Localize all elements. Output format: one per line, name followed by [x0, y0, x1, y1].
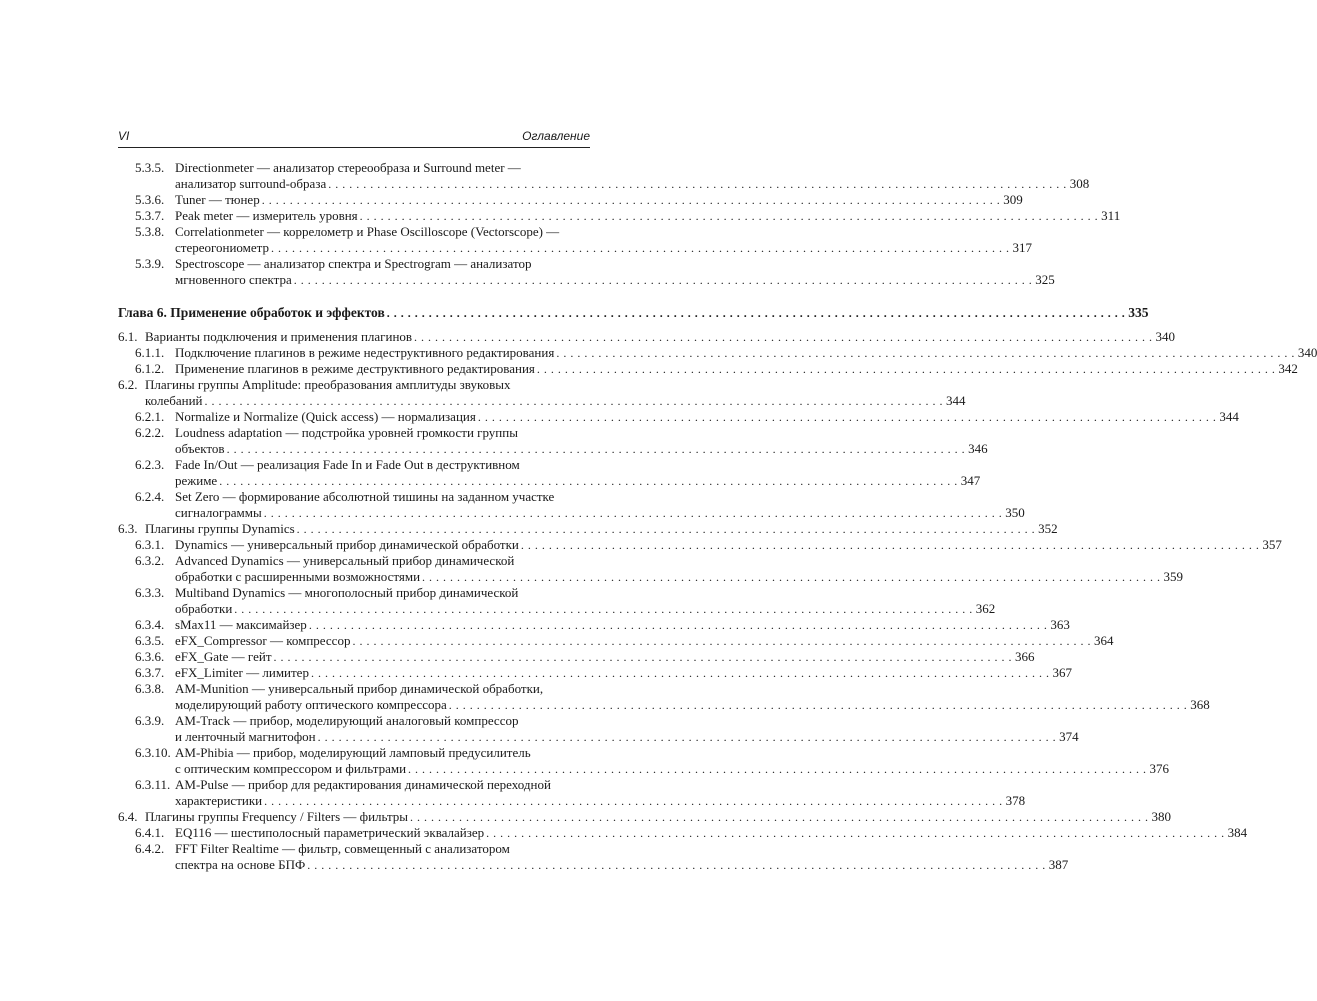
toc-page-number: 367	[1052, 665, 1072, 680]
toc-entry-number: 6.3.1.	[135, 537, 165, 552]
toc-page-number: 359	[1163, 569, 1184, 584]
toc-entry-title: Fade In/Out — реализация Fade In и Fade Out в деструктивном	[175, 457, 520, 472]
toc-entry-title: Варианты подключения и применения плагинов	[145, 329, 413, 344]
toc-entry-title: sMax11 — максимайзер	[175, 617, 307, 632]
toc-entry-title: Spectroscope — анализатор спектра и Spectrogram — анализатор	[175, 256, 532, 271]
toc-entry[interactable]	[118, 160, 1090, 192]
running-title: Оглавление	[522, 129, 590, 143]
toc-entry-number: 6.2.4.	[135, 489, 165, 504]
dot-leader: . . . . . . . . . . . . . . . . . . . . . . . . . . . . . . . . . . . . . . . . . . . . . . . . . . . . . . . . . . . . . . . . . . . . . . . . . . . . . . . . . . . . . . . . . . . . . . . . . . . . . . . . . .	[204, 394, 943, 408]
toc-page-number: 352	[1038, 521, 1058, 536]
dot-leader: . . . . . . . . . . . . . . . . . . . . . . . . . . . . . . . . . . . . . . . . . . . . . . . . . . . . . . . . . . . . . . . . . . . . . . . . . . . . . . . . . . . . . . . . . . . . . . . . . . . . . . . . . .	[414, 330, 1153, 344]
toc-entry-title: спектра на основе БПФ	[175, 857, 306, 872]
toc-entry-number: 6.3.11.	[135, 777, 171, 792]
toc-entry-title: Dynamics — универсальный прибор динамической обработки	[175, 537, 519, 552]
toc-entry-title: AM-Munition — универсальный прибор динамической обработки,	[175, 681, 544, 696]
toc-page-number: 357	[1262, 537, 1282, 552]
toc-entry-title: Directionmeter — анализатор стереообраза и Surround meter —	[175, 160, 521, 175]
toc-entry-number: 5.3.7.	[135, 208, 165, 223]
table-of-contents	[118, 160, 1317, 873]
toc-entry[interactable]	[118, 329, 1176, 345]
page-number-roman: VI	[118, 129, 130, 143]
dot-leader: . . . . . . . . . . . . . . . . . . . . . . . . . . . . . . . . . . . . . . . . . . . . . . . . . . . . . . . . . . . . . . . . . . . . . . . . . . . . . . . . . . . . . . . . . . . . . . . . . . . . . . . . . .	[234, 602, 973, 616]
toc-entry-title: Плагины группы Dynamics	[145, 521, 295, 536]
dot-leader: . . . . . . . . . . . . . . . . . . . . . . . . . . . . . . . . . . . . . . . . . . . . . . . . . . . . . . . . . . . . . . . . . . . . . . . . . . . . . . . . . . . . . . . . . . . . . . . . . . . . . . . . . .	[296, 522, 1036, 536]
toc-page-number: 309	[1003, 192, 1023, 207]
toc-entry[interactable]	[118, 345, 1317, 361]
toc-entry-title: Tuner — тюнер	[175, 192, 260, 207]
toc-entry-number: 6.1.1.	[135, 345, 165, 360]
toc-entry-number: 5.3.5.	[135, 160, 165, 175]
toc-entry-number: 6.2.2.	[135, 425, 165, 440]
toc-entry[interactable]	[118, 409, 1239, 425]
toc-entry-title: объектов	[175, 441, 225, 456]
dot-leader: . . . . . . . . . . . . . . . . . . . . . . . . . . . . . . . . . . . . . . . . . . . . . . . . . . . . . . . . . . . . . . . . . . . . . . . . . . . . . . . . . . . . . . . . . . . . . . . . . . . . . . . . . .	[317, 730, 1057, 744]
toc-entry-number: 6.2.3.	[135, 457, 165, 472]
toc-entry-title: Normalize и Normalize (Quick access) — нормализация	[175, 409, 476, 424]
dot-leader: . . . . . . . . . . . . . . . . . . . . . . . . . . . . . . . . . . . . . . . . . . . . . . . . . . . . . . . . . . . . . . . . . . . . . . . . . . . . . . . . . . . . . . . . . . . . . . . . . . . . . . . . . .	[556, 346, 1295, 360]
toc-entry[interactable]	[118, 681, 1210, 713]
toc-entry[interactable]	[118, 208, 1121, 224]
toc-page-number: 387	[1048, 857, 1069, 872]
toc-entry-title: с оптическим компрессором и фильтрами	[175, 761, 407, 776]
toc-entry-title: Peak meter — измеритель уровня	[175, 208, 358, 223]
toc-entry-title: Плагины группы Amplitude: преобразования амплитуды звуковых	[145, 377, 511, 392]
toc-entry-number: 6.3.6.	[135, 649, 165, 664]
toc-entry-title: колебаний	[145, 393, 203, 408]
toc-entry-title: режиме	[175, 473, 218, 488]
toc-entry-title: eFX_Limiter — лимитер	[175, 665, 309, 680]
toc-page-number: 344	[946, 393, 966, 408]
toc-entry-title: стереогониометр	[175, 240, 270, 255]
dot-leader: . . . . . . . . . . . . . . . . . . . . . . . . . . . . . . . . . . . . . . . . . . . . . . . . . . . . . . . . . . . . . . . . . . . . . . . . . . . . . . . . . . . . . . . . . . . . . . . . . . . . . . . . . .	[226, 442, 966, 456]
toc-entry-number: 6.2.1.	[135, 409, 165, 424]
toc-page-number: 346	[968, 441, 988, 456]
toc-entry-title: AM-Phibia — прибор, моделирующий ламповый предусилитель	[175, 745, 531, 760]
toc-entry-title: Multiband Dynamics — многополосный прибор динамической	[175, 585, 519, 600]
toc-entry-title: Подключение плагинов в режиме недеструктивного редактирования	[175, 345, 555, 360]
toc-entry-number: 5.3.9.	[135, 256, 165, 271]
toc-entry[interactable]	[118, 649, 1035, 665]
dot-leader: . . . . . . . . . . . . . . . . . . . . . . . . . . . . . . . . . . . . . . . . . . . . . . . . . . . . . . . . . . . . . . . . . . . . . . . . . . . . . . . . . . . . . . . . . . . . . . . . . . . . . . . . . .	[477, 410, 1217, 424]
toc-page-number: 380	[1151, 809, 1172, 824]
toc-entry-number: 6.4.	[118, 809, 138, 824]
dot-leader: . . . . . . . . . . . . . . . . . . . . . . . . . . . . . . . . . . . . . . . . . . . . . . . . . . . . . . . . . . . . . . . . . . . . . . . . . . . . . . . . . . . . . . . . . . . . . . . . . . . . . . . . . .	[486, 826, 1225, 840]
toc-entry-number: 6.1.2.	[135, 361, 165, 376]
dot-leader: . . . . . . . . . . . . . . . . . . . . . . . . . . . . . . . . . . . . . . . . . . . . . . . . . . . . . . . . . . . . . . . . . . . . . . . . . . . . . . . . . . . . . . . . . . . . . . . . . . . . . . . . . .	[359, 209, 1099, 223]
toc-entry[interactable]	[118, 665, 1072, 681]
toc-page-number: 344	[1219, 409, 1239, 424]
toc-entry[interactable]	[118, 425, 988, 457]
dot-leader: . . . . . . . . . . . . . . . . . . . . . . . . . . . . . . . . . . . . . . . . . . . . . . . . . . . . . . . . . . . . . . . . . . . . . . . . . . . . . . . . . . . . . . . . . . . . . . . . . . . . . . . . . .	[422, 570, 1161, 584]
dot-leader: . . . . . . . . . . . . . . . . . . . . . . . . . . . . . . . . . . . . . . . . . . . . . . . . . . . . . . . . . . . . . . . . . . . . . . . . . . . . . . . . . . . . . . . . . . . . . . . . . . . . . . . . . .	[264, 794, 1003, 808]
toc-entry-title: Применение плагинов в режиме деструктивного редактирования	[175, 361, 535, 376]
toc-entry[interactable]	[118, 841, 1069, 873]
toc-page-number: 308	[1069, 176, 1090, 191]
toc-entry[interactable]	[118, 192, 1023, 208]
dot-leader: . . . . . . . . . . . . . . . . . . . . . . . . . . . . . . . . . . . . . . . . . . . . . . . . . . . . . . . . . . . . . . . . . . . . . . . . . . . . . . . . . . . . . . . . . . . . . . . . . . . . . . . . . .	[308, 618, 1048, 632]
toc-entry-number: 6.3.7.	[135, 665, 165, 680]
toc-entry[interactable]	[118, 633, 1114, 649]
toc-entry[interactable]	[118, 224, 1033, 256]
toc-entry[interactable]	[118, 777, 1026, 809]
toc-entry-number: 6.3.5.	[135, 633, 165, 648]
toc-entry[interactable]	[118, 361, 1298, 377]
toc-page-number: 378	[1005, 793, 1026, 808]
toc-entry-title: моделирующий работу оптического компрессора	[175, 697, 447, 712]
toc-entry-title: Advanced Dynamics — универсальный прибор динамической	[175, 553, 515, 568]
toc-page-number: 368	[1190, 697, 1210, 712]
toc-entry-number: 5.3.8.	[135, 224, 165, 239]
toc-page-number: 340	[1155, 329, 1176, 344]
toc-entry[interactable]	[118, 553, 1184, 585]
toc-entry-number: 6.3.2.	[135, 553, 165, 568]
toc-entry-title: характеристики	[175, 793, 263, 808]
dot-leader: . . . . . . . . . . . . . . . . . . . . . . . . . . . . . . . . . . . . . . . . . . . . . . . . . . . . . . . . . . . . . . . . . . . . . . . . . . . . . . . . . . . . . . . . . . . . . . . . . . . . . . . . . .	[410, 810, 1149, 824]
toc-entry[interactable]	[118, 713, 1079, 745]
toc-entry[interactable]	[118, 377, 966, 409]
toc-page-number: 350	[1005, 505, 1025, 520]
toc-entry-title: AM-Track — прибор, моделирующий аналоговый компрессор	[175, 713, 519, 728]
toc-entry-title: FFT Filter Realtime — фильтр, совмещенный с анализатором	[175, 841, 510, 856]
toc-page-number: 311	[1101, 208, 1121, 223]
toc-entry-number: 6.1.	[118, 329, 138, 344]
dot-leader: . . . . . . . . . . . . . . . . . . . . . . . . . . . . . . . . . . . . . . . . . . . . . . . . . . . . . . . . . . . . . . . . . . . . . . . . . . . . . . . . . . . . . . . . . . . . . . . . . . . . . . . . . .	[261, 193, 1001, 207]
toc-entry-title: сигналограммы	[175, 505, 262, 520]
dot-leader: . . . . . . . . . . . . . . . . . . . . . . . . . . . . . . . . . . . . . . . . . . . . . . . . . . . . . . . . . . . . . . . . . . . . . . . . . . . . . . . . . . . . . . . . . . . . . . . . . . . . . . . . . .	[352, 634, 1091, 648]
toc-page-number: 325	[1035, 272, 1055, 287]
toc-entry[interactable]	[118, 809, 1172, 825]
toc-entry[interactable]	[118, 825, 1248, 841]
toc-entry[interactable]	[118, 537, 1282, 553]
toc-entry-title: обработки	[175, 601, 233, 616]
running-header	[118, 129, 590, 148]
toc-entry-title: Correlationmeter — коррелометр и Phase Oscilloscope (Vectorscope) —	[175, 224, 560, 239]
toc-entry-number: 6.3.3.	[135, 585, 165, 600]
toc-entry-title: Loudness adaptation — подстройка уровней громкости группы	[175, 425, 518, 440]
toc-entry[interactable]	[118, 585, 996, 617]
toc-page-number: 376	[1149, 761, 1170, 776]
dot-leader: . . . . . . . . . . . . . . . . . . . . . . . . . . . . . . . . . . . . . . . . . . . . . . . . . . . . . . . . . . . . . . . . . . . . . . . . . . . . . . . . . . . . . . . . . . . . . . . . . . . . . . . . . .	[219, 474, 958, 488]
dot-leader: . . . . . . . . . . . . . . . . . . . . . . . . . . . . . . . . . . . . . . . . . . . . . . . . . . . . . . . . . . . . . . . . . . . . . . . . . . . . . . . . . . . . . . . . . . . . . . . . . . . . . . . . . .	[408, 762, 1147, 776]
toc-entry[interactable]	[118, 617, 1070, 633]
toc-entry-number: 6.3.9.	[135, 713, 165, 728]
toc-entry-number: 6.2.	[118, 377, 138, 392]
dot-leader: . . . . . . . . . . . . . . . . . . . . . . . . . . . . . . . . . . . . . . . . . . . . . . . . . . . . . . . . . . . . . . . . . . . . . . . . . . . . . . . . . . . . . . . . . . . . . . . . . . . . . . . . . .	[310, 666, 1050, 680]
toc-entry-title: eFX_Gate — гейт	[175, 649, 272, 664]
toc-entry-title: Глава 6. Применение обработок и эффектов	[118, 305, 385, 320]
toc-page-number: 317	[1012, 240, 1033, 255]
toc-entry-number: 6.4.2.	[135, 841, 165, 856]
toc-entry-title: Плагины группы Frequency / Filters — фильтры	[145, 809, 409, 824]
toc-entry-title: обработки с расширенными возможностями	[175, 569, 421, 584]
toc-entry[interactable]	[118, 256, 1055, 288]
toc-page-number: 384	[1227, 825, 1248, 840]
toc-entry[interactable]	[118, 745, 1170, 777]
dot-leader: . . . . . . . . . . . . . . . . . . . . . . . . . . . . . . . . . . . . . . . . . . . . . . . . . . . . . . . . . . . . . . . . . . . . . . . . . . . . . . . . . . . . . . . . . . . . . . . . . . . . . . . . . .	[307, 858, 1046, 872]
toc-page-number: 363	[1050, 617, 1070, 632]
toc-entry-number: 5.3.6.	[135, 192, 165, 207]
toc-page-number: 362	[975, 601, 996, 616]
toc-page-number: 342	[1278, 361, 1298, 376]
toc-entry-title: и ленточный магнитофон	[175, 729, 316, 744]
dot-leader: . . . . . . . . . . . . . . . . . . . . . . . . . . . . . . . . . . . . . . . . . . . . . . . . . . . . . . . . . . . . . . . . . . . . . . . . . . . . . . . . . . . . . . . . . . . . . . . . . . . . . . . . . .	[520, 538, 1260, 552]
toc-entry-title: eFX_Compressor — компрессор	[175, 633, 351, 648]
dot-leader: . . . . . . . . . . . . . . . . . . . . . . . . . . . . . . . . . . . . . . . . . . . . . . . . . . . . . . . . . . . . . . . . . . . . . . . . . . . . . . . . . . . . . . . . . . . . . . . . . . . . . . . . . .	[271, 241, 1010, 255]
toc-page-number: 340	[1297, 345, 1317, 360]
dot-leader: . . . . . . . . . . . . . . . . . . . . . . . . . . . . . . . . . . . . . . . . . . . . . . . . . . . . . . . . . . . . . . . . . . . . . . . . . . . . . . . . . . . . . . . . . . . . . . . . . . . . . . . . . .	[448, 698, 1188, 712]
toc-page-number: 347	[960, 473, 981, 488]
toc-entry-number: 6.3.	[118, 521, 138, 536]
dot-leader: . . . . . . . . . . . . . . . . . . . . . . . . . . . . . . . . . . . . . . . . . . . . . . . . . . . . . . . . . . . . . . . . . . . . . . . . . . . . . . . . . . . . . . . . . . . . . . . . . . . . . . . . . .	[293, 273, 1033, 287]
toc-entry-title: анализатор surround-образа	[175, 176, 327, 191]
dot-leader: . . . . . . . . . . . . . . . . . . . . . . . . . . . . . . . . . . . . . . . . . . . . . . . . . . . . . . . . . . . . . . . . . . . . . . . . . . . . . . . . . . . . . . . . . . . . . . . . . . . . . . . . . .	[273, 650, 1012, 664]
toc-chapter-entry[interactable]	[118, 305, 1149, 321]
toc-page-number: 364	[1093, 633, 1114, 648]
toc-entry-number: 6.3.10.	[135, 745, 171, 760]
toc-page-number: 335	[1128, 305, 1149, 320]
toc-entry-number: 6.3.8.	[135, 681, 165, 696]
toc-entry-title: мгновенного спектра	[175, 272, 292, 287]
toc-entry-title: EQ116 — шестиполосный параметрический эквалайзер	[175, 825, 485, 840]
toc-entry-number: 6.4.1.	[135, 825, 165, 840]
dot-leader: . . . . . . . . . . . . . . . . . . . . . . . . . . . . . . . . . . . . . . . . . . . . . . . . . . . . . . . . . . . . . . . . . . . . . . . . . . . . . . . . . . . . . . . . . . . . . . . . . . . . . . . . . .	[263, 506, 1003, 520]
toc-entry[interactable]	[118, 521, 1058, 537]
dot-leader: . . . . . . . . . . . . . . . . . . . . . . . . . . . . . . . . . . . . . . . . . . . . . . . . . . . . . . . . . . . . . . . . . . . . . . . . . . . . . . . . . . . . . . . . . . . . . . . . . . . . . . . . . .	[328, 177, 1067, 191]
toc-entry[interactable]	[118, 489, 1025, 521]
toc-page-number: 366	[1015, 649, 1035, 664]
toc-entry[interactable]	[118, 457, 981, 489]
toc-page-number: 374	[1059, 729, 1079, 744]
toc-entry-title: AM-Pulse — прибор для редактирования динамической переходной	[175, 777, 551, 792]
toc-entry-number: 6.3.4.	[135, 617, 165, 632]
dot-leader: . . . . . . . . . . . . . . . . . . . . . . . . . . . . . . . . . . . . . . . . . . . . . . . . . . . . . . . . . . . . . . . . . . . . . . . . . . . . . . . . . . . . . . . . . . . . . . . . . . . . . . . . . .	[536, 362, 1276, 376]
toc-entry-title: Set Zero — формирование абсолютной тишины на заданном участке	[175, 489, 555, 504]
dot-leader: . . . . . . . . . . . . . . . . . . . . . . . . . . . . . . . . . . . . . . . . . . . . . . . . . . . . . . . . . . . . . . . . . . . . . . . . . . . . . . . . . . . . . . . . . . . . . . . . . . . . . . . . . .	[386, 306, 1126, 320]
